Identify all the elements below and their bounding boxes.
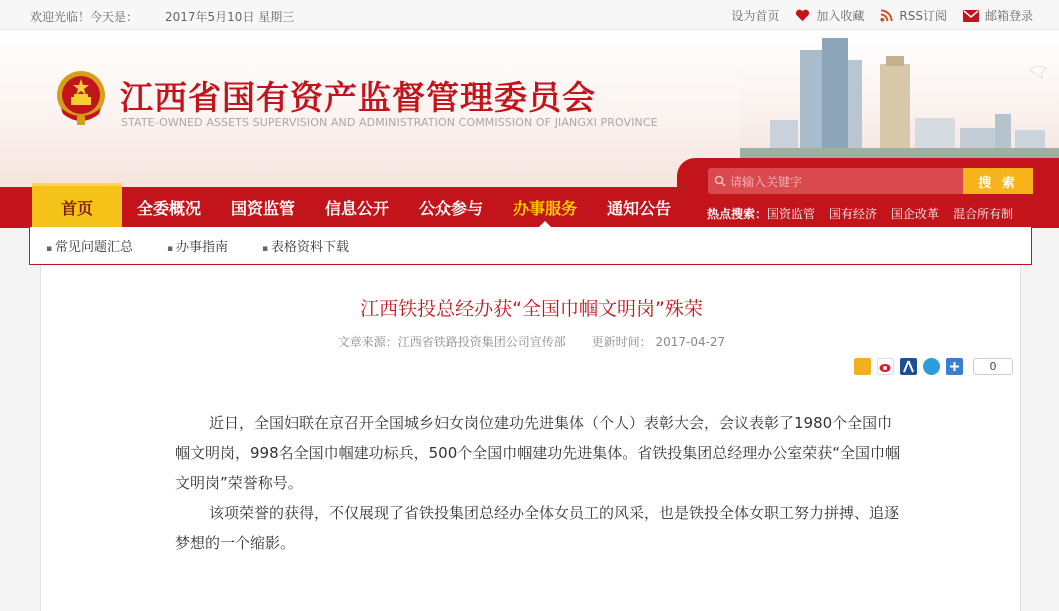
subnav-item-guide[interactable]: ▪ 办事指南 — [167, 236, 228, 255]
nav-item-participation[interactable]: 公众参与 — [419, 199, 484, 218]
article-meta — [41, 333, 1022, 350]
mail-label: 邮箱登录 — [984, 9, 1033, 23]
mail-login-link[interactable] — [963, 7, 1033, 24]
search-panel — [677, 158, 1059, 228]
hot-search-item[interactable]: 国有经济 — [829, 207, 878, 221]
hot-search-label: 热点搜索： — [707, 207, 768, 221]
tencent-share-icon[interactable] — [923, 358, 940, 375]
weibo-share-icon[interactable] — [877, 358, 894, 375]
nav-item-home[interactable]: 首页 — [32, 183, 122, 228]
search-placeholder: 请输入关键字 — [730, 174, 803, 189]
rss-icon — [880, 9, 893, 22]
welcome-text: 欢迎光临！今天是： — [30, 10, 139, 24]
top-bar — [0, 0, 1059, 30]
current-date: 2017年5月10日 星期三 — [165, 10, 295, 24]
hot-search-item[interactable]: 国企改革 — [891, 207, 940, 221]
nav-item-services[interactable]: 办事服务 — [498, 187, 592, 228]
share-bar — [854, 358, 1013, 375]
rss-link[interactable] — [880, 7, 947, 24]
favorite-link[interactable] — [795, 7, 864, 24]
article-title: 江西铁投总经办获“全国巾帼文明岗”殊荣 — [360, 298, 703, 320]
hot-search — [707, 205, 1013, 222]
search-icon — [714, 175, 726, 187]
hot-search-item[interactable]: 混合所有制 — [953, 207, 1014, 221]
sub-nav — [29, 227, 1032, 265]
subnav-item-faq[interactable]: ▪ 常见问题汇总 — [46, 236, 133, 255]
rss-label: RSS订阅 — [899, 9, 947, 23]
weibo-icon — [878, 359, 893, 374]
subnav-item-downloads[interactable]: ▪ 表格资料下载 — [262, 236, 349, 255]
top-links — [731, 7, 1033, 24]
nav-item-notices[interactable]: 通知公告 — [607, 199, 672, 218]
renren-share-icon[interactable] — [900, 358, 917, 375]
share-count: 0 — [973, 358, 1013, 375]
hot-search-item[interactable]: 国资监管 — [767, 207, 816, 221]
more-share-icon[interactable] — [946, 358, 963, 375]
nav-item-disclosure[interactable]: 信息公开 — [325, 199, 390, 218]
mail-icon — [963, 10, 979, 22]
search-button[interactable]: 搜 索 — [963, 168, 1033, 194]
search-input[interactable] — [708, 168, 963, 194]
site-title: 江西省国有资产监督管理委员会 — [120, 78, 596, 117]
article-source: 文章来源：江西省铁路投资集团公司宣传部 — [337, 335, 566, 349]
article-paragraph: 近日，全国妇联在京召开全国城乡妇女岗位建功先进集体（个人）表彰大会，会议表彰了1980个全国巾帼文明岗，998名全国巾帼建功标兵，500个全国巾帼建功先进集体。省铁投集团总经理办公室荣获“全国巾帼文明岗”荣誉称号。 — [175, 414, 901, 492]
article-container — [40, 266, 1021, 611]
qzone-share-icon[interactable] — [854, 358, 871, 375]
nav-item-overview[interactable]: 全委概况 — [137, 199, 202, 218]
set-home-link[interactable]: 设为首页 — [731, 9, 780, 23]
article-body — [175, 408, 905, 558]
heart-icon — [795, 9, 810, 22]
article-updated: 更新时间： 2017-04-27 — [591, 335, 726, 349]
renren-icon — [900, 358, 917, 375]
favorite-label: 加入收藏 — [816, 9, 865, 23]
article-paragraph: 该项荣誉的获得，不仅展现了省铁投集团总经办全体女员工的风采，也是铁投全体女职工努力拼搏、追逐梦想的一个缩影。 — [175, 504, 900, 552]
plus-icon — [946, 358, 963, 375]
site-subtitle: STATE-OWNED ASSETS SUPERVISION AND ADMINISTRATION COMMISSION OF JIANGXI PROVINCE — [121, 116, 658, 129]
nav-item-supervision[interactable]: 国资监管 — [231, 199, 296, 218]
national-emblem-icon[interactable] — [55, 68, 107, 126]
